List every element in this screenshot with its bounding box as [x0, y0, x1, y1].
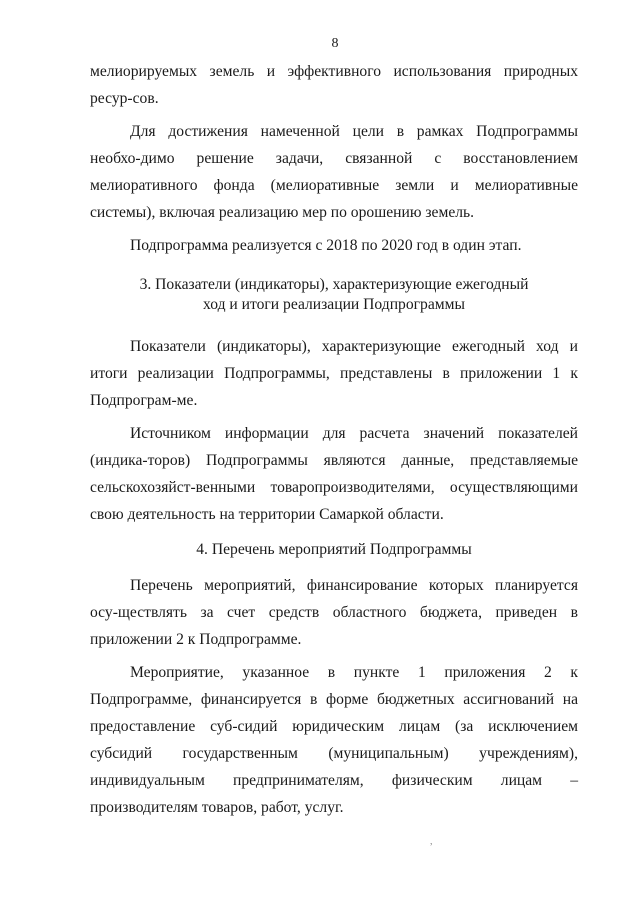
- paragraph: Мероприятие, указанное в пункте 1 приложения 2 к Подпрограмме, финансируется в форме бюджетных ассигнований на предоставление суб-сидий юридическим лицам (за исключением субсидий государственным (муниципальным) учреждениям), индивидуальным предпринимателям, физическим лицам – производителям товаров, работ, услуг.: [90, 664, 578, 816]
- heading-line: 4. Перечень мероприятий Подпрограммы: [196, 541, 472, 558]
- page-number: 8: [331, 36, 339, 51]
- scan-speck: ,: [430, 836, 433, 847]
- section-3-heading: [90, 275, 578, 315]
- paragraph: Для достижения намеченной цели в рамках Подпрограммы необхо-димо решение задачи, связанной с восстановлением мелиоративного фонда (мелиоративные земли и мелиоративные системы), включая реализацию мер по орошению земель.: [90, 123, 578, 221]
- intro-text-block: [90, 58, 578, 259]
- heading-line: 3. Показатели (индикаторы), характеризующие ежегодный: [139, 276, 529, 293]
- paragraph: Показатели (индикаторы), характеризующие ежегодный ход и итоги реализации Подпрограммы, представлены в приложении 1 к Подпрограм-ме.: [90, 338, 578, 409]
- paragraph: Перечень мероприятий, финансирование которых планируется осу-ществлять за счет средств областного бюджета, приведен в приложении 2 к Подпрограмме.: [90, 577, 578, 648]
- heading-line: ход и итоги реализации Подпрограммы: [203, 296, 465, 313]
- paragraph: Источником информации для расчета значений показателей (индика-торов) Подпрограммы являются данные, представляемые сельскохозяйст-венными товаропроизводителями, осуществляющими свою деятельность на территории Самаркой области.: [90, 425, 578, 523]
- paragraph: Подпрограмма реализуется с 2018 по 2020 год в один этап.: [130, 237, 522, 254]
- section-4-text: [90, 572, 578, 821]
- section-3-text: [90, 333, 578, 528]
- paragraph: мелиорируемых земель и эффективного использования природных ресур-сов.: [90, 63, 578, 107]
- section-4-heading: [90, 540, 578, 560]
